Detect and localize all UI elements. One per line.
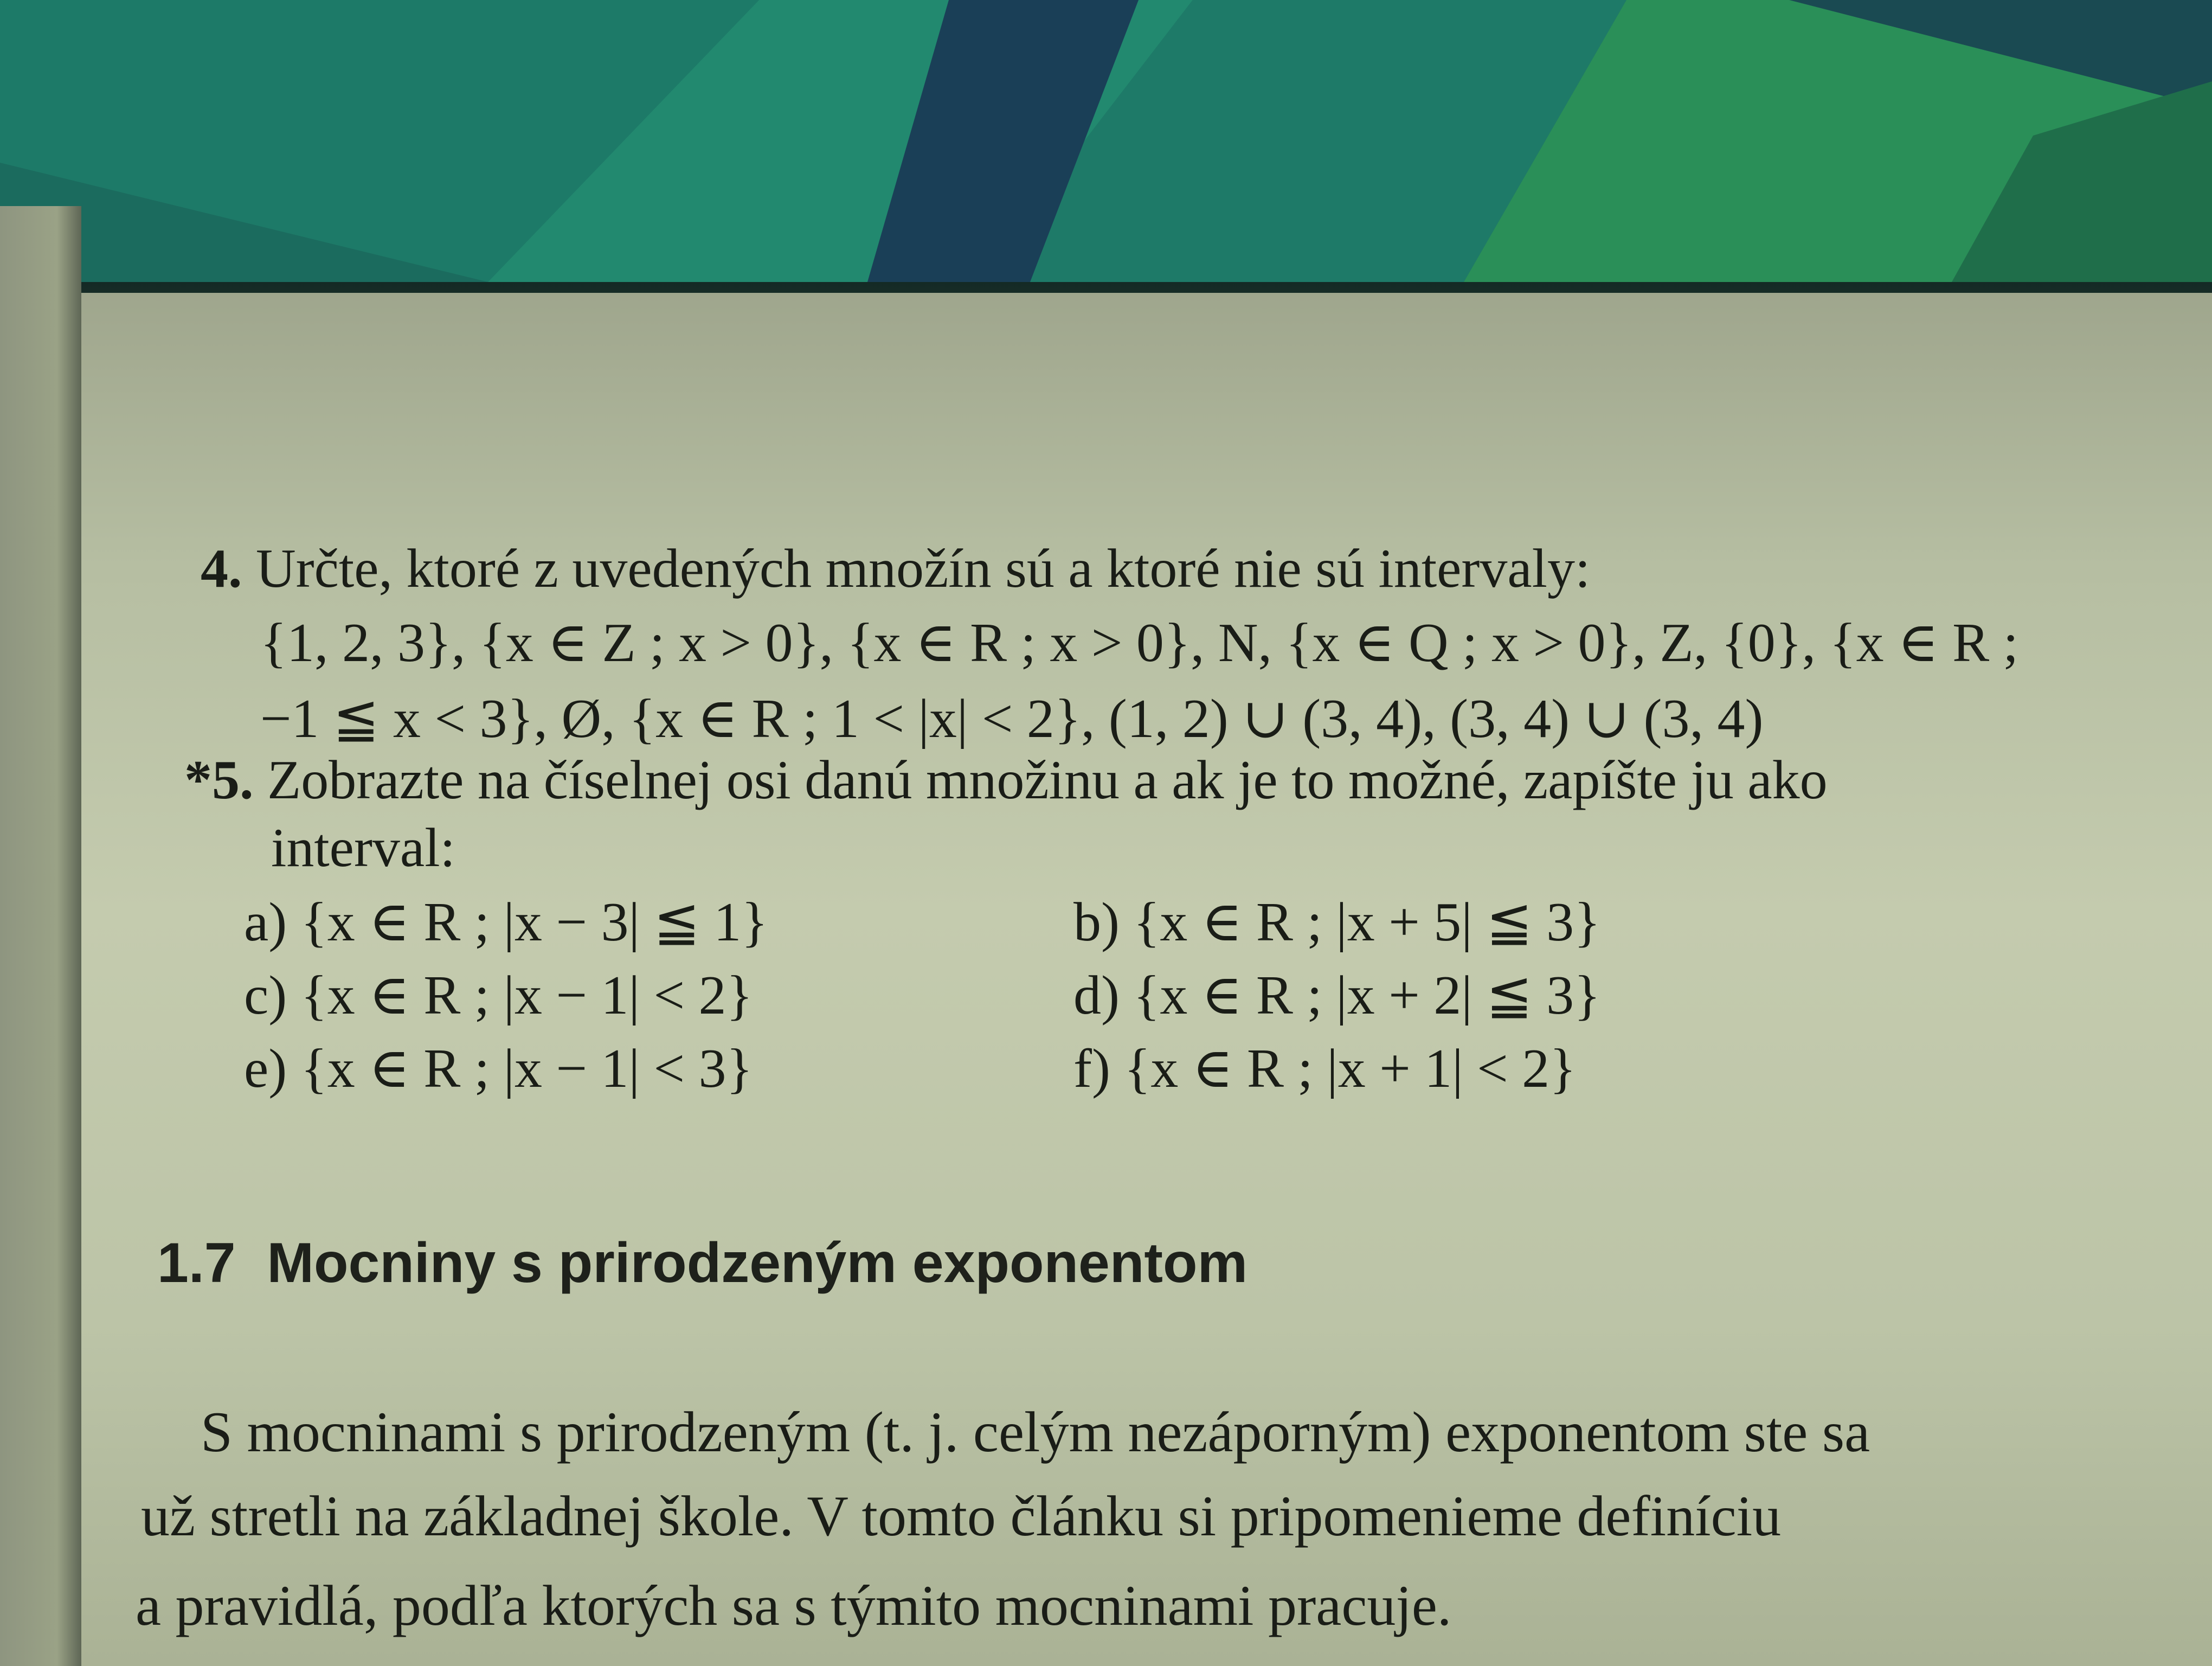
exercise-5-text: Zobrazte na číselnej osi danú množinu a ak je to možné, zapíšte ju ako [267, 749, 1828, 811]
item-expression: {x ∈ R ; |x + 2| ≦ 3} [1133, 965, 1601, 1026]
exercise-5-item-c [244, 963, 753, 1027]
item-label: d) [1073, 965, 1120, 1026]
item-expression: {x ∈ R ; |x − 3| ≦ 1} [300, 892, 768, 953]
section-number: 1.7 [157, 1232, 236, 1295]
item-label: a) [244, 892, 287, 953]
exercise-5-item-b [1073, 889, 1600, 954]
exercise-4-sets-line-2: −1 ≦ x < 3}, Ø, {x ∈ R ; 1 < |x| < 2}, (1, 2) ∪ (3, 4), (3, 4) ∪ (3, 4) [260, 688, 1764, 749]
exercise-5-item-e [244, 1036, 753, 1100]
item-expression: {x ∈ R ; |x + 5| ≦ 3} [1133, 892, 1601, 953]
exercise-4-sets-line-1: {1, 2, 3}, {x ∈ Z ; x > 0}, {x ∈ R ; x > 0}, N, {x ∈ Q ; x > 0}, Z, {0}, {x ∈ R ; [260, 612, 2018, 674]
left-page-edge [0, 206, 81, 1666]
exercise-5-item-f [1073, 1036, 1576, 1100]
exercise-5-item-d [1073, 963, 1600, 1027]
exercise-4-number: 4. [201, 538, 242, 599]
exercise-5-number: *5. [184, 749, 254, 811]
exercise-4-text: Určte, ktoré z uvedených množín sú a ktoré nie sú intervaly: [256, 538, 1591, 599]
item-expression: {x ∈ R ; |x − 1| < 3} [300, 1038, 753, 1099]
item-label: c) [244, 965, 287, 1026]
exercise-5-prompt-continued: interval: [271, 817, 455, 879]
item-expression: {x ∈ R ; |x + 1| < 2} [1124, 1038, 1577, 1099]
exercise-4-prompt [201, 537, 1590, 600]
item-expression: {x ∈ R ; |x − 1| < 2} [300, 965, 753, 1026]
paragraph-line-2: už stretli na základnej škole. V tomto článku si pripomenieme definíciu [141, 1484, 1782, 1548]
paragraph-line-1: S mocninami s prirodzeným (t. j. celým nezáporným) exponentom ste sa [201, 1400, 1870, 1464]
paragraph-line-3: a pravidlá, podľa ktorých sa s týmito mocninami pracuje. [136, 1574, 1452, 1637]
item-label: b) [1073, 892, 1120, 953]
item-label: e) [244, 1038, 287, 1099]
section-heading [157, 1231, 1248, 1296]
exercise-5-item-a [244, 889, 768, 954]
exercise-5-prompt [184, 748, 1828, 812]
item-label: f) [1073, 1038, 1110, 1099]
section-title: Mocniny s prirodzeným exponentom [267, 1232, 1248, 1295]
